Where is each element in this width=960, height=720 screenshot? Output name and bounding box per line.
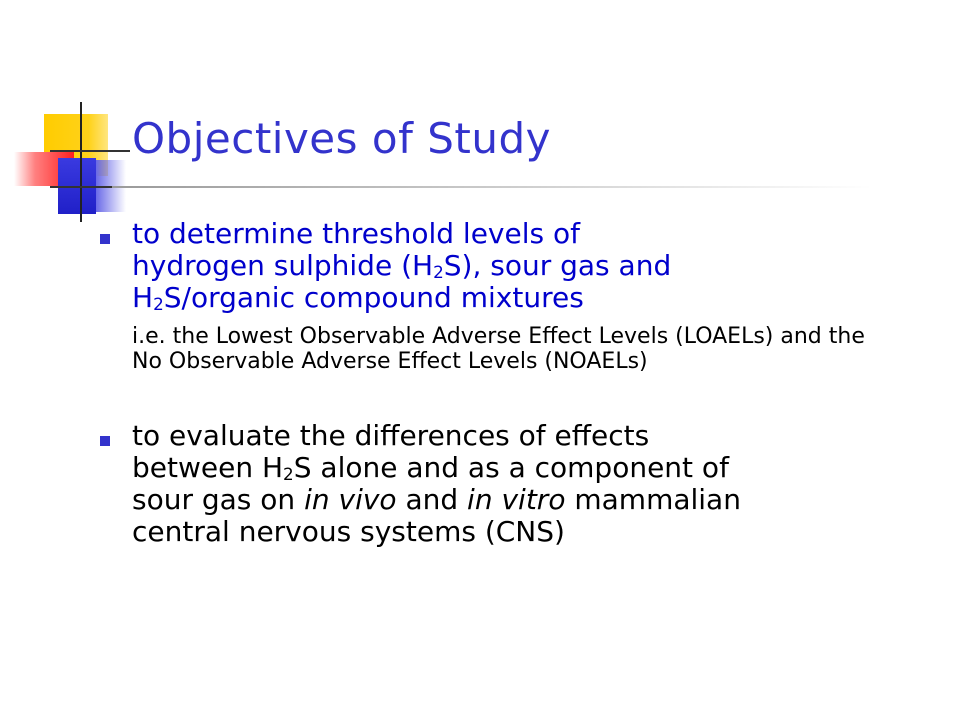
text-fragment: sour gas on <box>132 483 305 516</box>
text-fragment: S alone and as a component of <box>293 451 729 484</box>
text-fragment: and <box>396 483 468 516</box>
bullet-item-thresholds <box>100 218 880 374</box>
text-fragment: between H <box>132 451 284 484</box>
text-fragment: hydrogen sulphide (H <box>132 249 434 282</box>
text-fragment: S/organic compound mixtures <box>163 281 584 314</box>
slide-body <box>100 218 880 548</box>
italic-term: in vitro <box>467 483 566 516</box>
subscript: 2 <box>283 464 294 484</box>
title-underline <box>112 186 872 188</box>
bullet-text <box>132 218 880 314</box>
bullet-line <box>132 218 880 250</box>
slide-title: Objectives of Study <box>132 114 551 163</box>
bullet-text <box>132 420 880 548</box>
text-fragment: to determine threshold levels of <box>132 217 580 250</box>
bullet-line <box>132 452 880 484</box>
bullet-note: i.e. the Lowest Observable Adverse Effect Levels (LOAELs) and the No Observable Adverse Effect Levels (NOAELs) <box>132 324 865 374</box>
bullet-line <box>132 420 880 452</box>
decor-horizontal-line-top <box>50 150 130 152</box>
subscript: 2 <box>433 262 444 282</box>
text-fragment: mammalian <box>565 483 741 516</box>
text-fragment: S), sour gas and <box>443 249 672 282</box>
square-bullet-icon <box>100 234 110 244</box>
italic-term: in vivo <box>304 483 397 516</box>
bullet-item-evaluate <box>100 420 880 548</box>
bullet-line <box>132 484 880 516</box>
decor-vertical-line <box>80 102 82 222</box>
bullet-line <box>132 516 880 548</box>
bullet-line <box>132 250 880 282</box>
text-fragment: H <box>132 281 154 314</box>
square-bullet-icon <box>100 436 110 446</box>
bullet-line <box>132 282 880 314</box>
text-fragment: central nervous systems (CNS) <box>132 515 565 548</box>
subscript: 2 <box>153 294 164 314</box>
text-fragment: to evaluate the differences of effects <box>132 419 650 452</box>
